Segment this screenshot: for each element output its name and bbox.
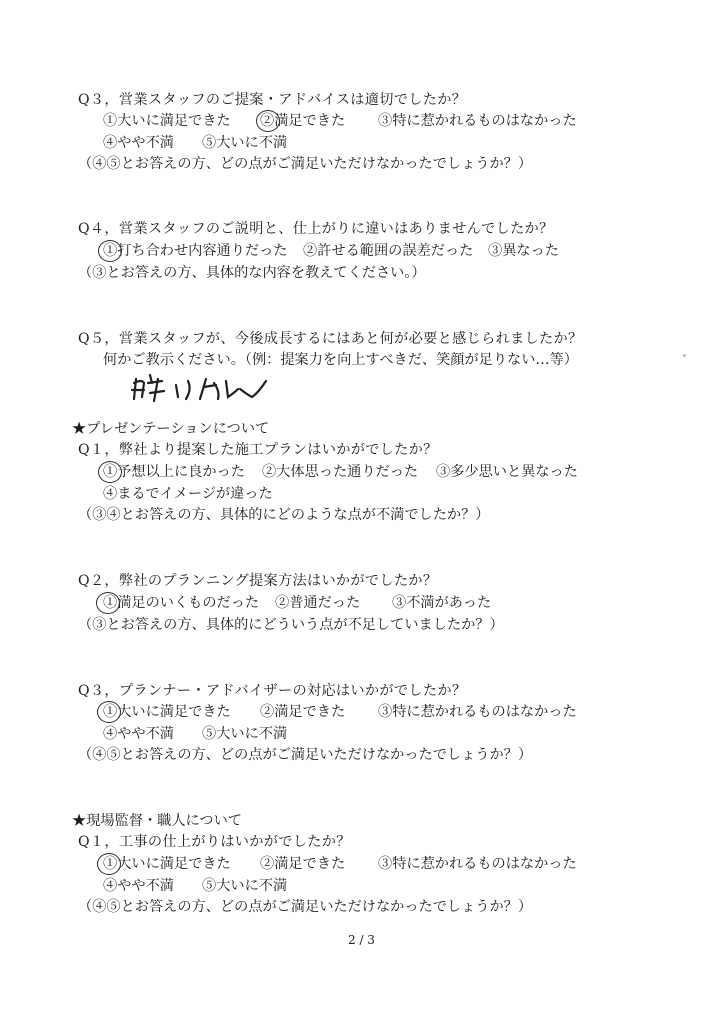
q2-presentation-question: Q２，弊社のプランニング提案方法はいかがでしたか？ (78, 573, 438, 589)
q2-presentation-option-3[interactable]: ③不満があった (392, 595, 492, 611)
selected-answer-circle (97, 853, 121, 875)
q5-sales-question: Q５，営業スタッフが、今後成長するにはあと何が必要と感じられましたか？ (78, 331, 583, 347)
q2-presentation-option-2[interactable]: ②普通だった (275, 595, 361, 611)
q1-presentation-option-4[interactable]: ④まるでイメージが違った (103, 486, 273, 502)
q3-presentation-option-4[interactable]: ④やや不満 (103, 726, 174, 742)
q3-sales-option-2[interactable]: ②満足できた (260, 113, 346, 129)
selected-answer-circle (97, 701, 121, 723)
selected-answer-circle (98, 240, 122, 262)
q1-presentation-option-1[interactable]: ①予想以上に良かった (103, 464, 245, 480)
q3-presentation-option-1[interactable]: ①大いに満足できた (103, 704, 231, 720)
q3-sales-option-3[interactable]: ③特に惹かれるものはなかった (378, 113, 577, 129)
q1-site-option-3[interactable]: ③特に惹かれるものはなかった (378, 856, 577, 872)
q1-site-option-1[interactable]: ①大いに満足できた (103, 856, 231, 872)
scan-speck (683, 354, 686, 357)
q1-site-followup: （④⑤とお答えの方、どの点がご満足いただけなかったでしょうか？） (78, 899, 533, 915)
q4-sales-option-1[interactable]: ①打ち合わせ内容通りだった (103, 243, 288, 259)
q3-presentation-question: Q３，プランナー・アドバイザーの対応はいかがでしたか？ (78, 683, 467, 699)
q3-sales-question: Q３，営業スタッフのご提案・アドバイスは適切でしたか？ (78, 92, 467, 108)
q4-sales-question: Q４，営業スタッフのご説明と、仕上がりに違いはありませんでしたか？ (78, 221, 554, 237)
q1-presentation-question: Q１，弊社より提案した施工プランはいかがでしたか？ (78, 442, 438, 458)
q3-presentation-option-3[interactable]: ③特に惹かれるものはなかった (378, 704, 577, 720)
q2-presentation-followup: （③とお答えの方、具体的にどういう点が不足していましたか？） (78, 617, 504, 633)
q3-sales-followup: （④⑤とお答えの方、どの点がご満足いただけなかったでしょうか？） (78, 156, 533, 172)
q3-sales-option-4[interactable]: ④やや不満 (103, 135, 174, 151)
q3-presentation-followup: （④⑤とお答えの方、どの点がご満足いただけなかったでしょうか？） (78, 747, 533, 763)
q1-site-option-2[interactable]: ②満足できた (260, 856, 346, 872)
q4-sales-followup: （③とお答えの方、具体的な内容を教えてください。） (78, 265, 426, 281)
handwritten-answer (130, 371, 270, 405)
q1-site-option-5[interactable]: ⑤大いに不満 (202, 878, 288, 894)
q1-site-question: Q１，工事の仕上がりはいかがでしたか？ (78, 834, 351, 850)
q1-presentation-option-3[interactable]: ③多少思いと異なった (436, 464, 578, 480)
selected-answer-circle (96, 592, 120, 614)
q3-sales-option-1[interactable]: ①大いに満足できた (103, 113, 231, 129)
page-number: 2 / 3 (348, 933, 375, 947)
q2-presentation-option-1[interactable]: ①満足のいくものだった (103, 595, 260, 611)
site-section-heading: ★現場監督・職人について (72, 813, 242, 829)
q5-sales-prompt: 何かご教示ください。（例：提案力を向上すべきだ、笑顔が足りない…等） (103, 352, 578, 368)
q4-sales-option-3[interactable]: ③異なった (488, 243, 559, 259)
selected-answer-circle (256, 110, 280, 132)
q3-presentation-option-5[interactable]: ⑤大いに不満 (202, 726, 288, 742)
q4-sales-option-2[interactable]: ②許せる範囲の誤差だった (303, 243, 474, 259)
selected-answer-circle (98, 461, 122, 483)
q3-presentation-option-2[interactable]: ②満足できた (260, 704, 346, 720)
presentation-section-heading: ★プレゼンテーションについて (72, 421, 270, 437)
q1-presentation-followup: （③④とお答えの方、具体的にどのような点が不満でしたか？） (78, 507, 490, 523)
q3-sales-option-5[interactable]: ⑤大いに不満 (202, 135, 288, 151)
q1-presentation-option-2[interactable]: ②大体思った通りだった (262, 464, 419, 480)
q1-site-option-4[interactable]: ④やや不満 (103, 878, 174, 894)
